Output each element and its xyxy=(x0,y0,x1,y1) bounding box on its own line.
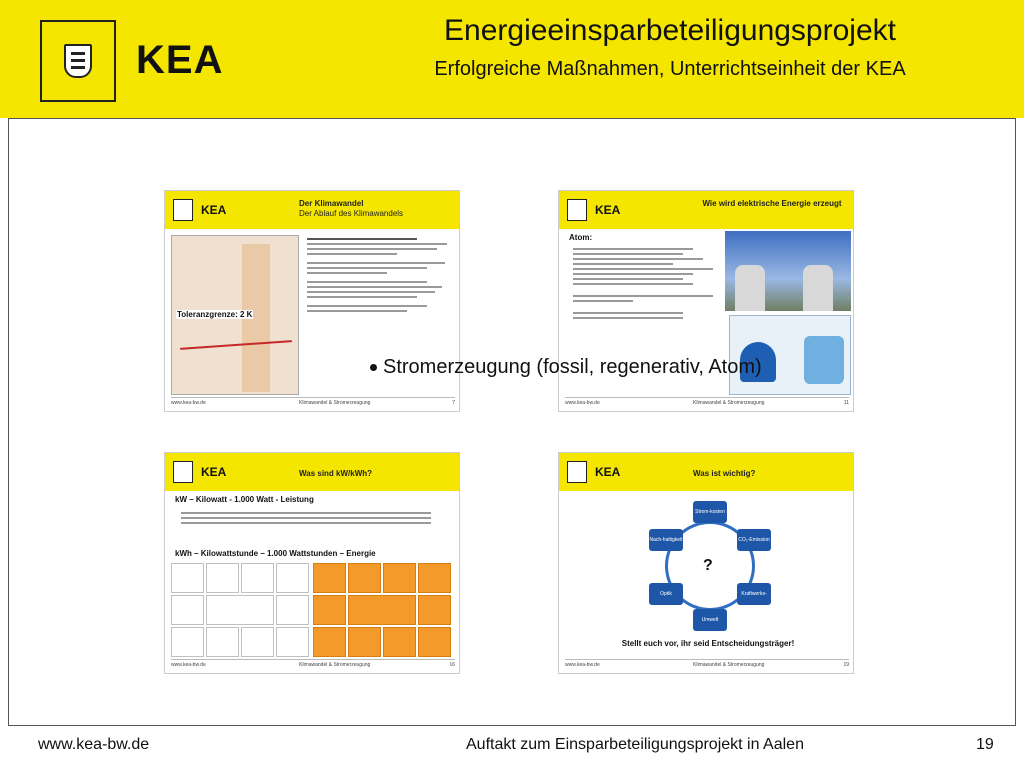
footer-center-text: Auftakt zum Einsparbeteiligungsprojekt in Aalen xyxy=(466,736,804,753)
slide-title: Was sind kW/kWh? xyxy=(299,469,373,478)
question-mark: ? xyxy=(703,557,713,574)
footer-url: www.kea-bw.de xyxy=(38,736,150,753)
slide-logo-text: KEA xyxy=(595,465,621,479)
tolerance-label: Toleranzgrenze: 2 K xyxy=(177,310,253,319)
power-plant-photo xyxy=(725,231,851,311)
slide-title: Wie wird elektrische Energie erzeugt xyxy=(702,199,842,208)
graph-curve xyxy=(180,340,292,350)
slide-title xyxy=(299,199,457,219)
logo-text: KEA xyxy=(136,38,224,82)
overlay-bullet-text: Stromerzeugung (fossil, regenerativ, Atom) xyxy=(383,356,762,378)
slide-bottom-text: Stellt euch vor, ihr seid Entscheidungsträger! xyxy=(621,639,795,648)
coat-of-arms-icon xyxy=(64,44,92,78)
slide-footer: www.kea-bw.de Klimawandel & Stromerzeugung 19 xyxy=(565,659,849,669)
bullet-dot xyxy=(370,364,377,371)
slide-footer: www.kea-bw.de Klimawandel & Stromerzeugung 16 xyxy=(171,659,455,669)
header-bar xyxy=(0,0,1024,118)
slide-title-sub: Der Ablauf des Klimawandels xyxy=(299,209,404,218)
slide-logo-text: KEA xyxy=(201,465,227,479)
slide-title-main: Der Klimawandel xyxy=(299,199,364,208)
slide-thumbnail-kw-kwh[interactable] xyxy=(164,452,460,674)
appliance-grid xyxy=(171,563,455,659)
footer-page-number: 19 xyxy=(976,736,994,753)
cycle-node: CO₂-Emission xyxy=(737,529,771,551)
cycle-node: Umwelt xyxy=(693,609,727,631)
slide-logo-text: KEA xyxy=(201,203,227,217)
slide-title: Was ist wichtig? xyxy=(693,469,756,478)
cycle-node: Strom-kosten xyxy=(693,501,727,523)
page-title: Energieeinsparbeteiligungsprojekt xyxy=(444,14,896,47)
kea-logo-box xyxy=(40,20,116,102)
temperature-graph xyxy=(171,235,299,395)
coat-of-arms-icon xyxy=(567,199,587,221)
kwh-line: kWh – Kilowattstunde – 1.000 Wattstunden – Energie xyxy=(175,549,376,558)
cycle-node: Kraftwerks-kosten xyxy=(737,583,771,605)
slide-thumbnail-was-ist-wichtig[interactable] xyxy=(558,452,854,674)
cycle-node: Nach-haltigkeit xyxy=(649,529,683,551)
slide-logo-text: KEA xyxy=(595,203,621,217)
kw-line: kW – Kilowatt - 1.000 Watt - Leistung xyxy=(175,495,314,504)
slide-text-lines xyxy=(307,235,455,315)
slide-text-lines xyxy=(181,509,451,527)
content-frame xyxy=(8,118,1016,726)
reactor-diagram xyxy=(729,315,851,395)
slide-footer: www.kea-bw.de Klimawandel & Stromerzeugung 7 xyxy=(171,397,455,407)
coat-of-arms-icon xyxy=(567,461,587,483)
slide-heading: Atom: xyxy=(569,233,593,242)
overlay-bullet xyxy=(370,356,762,379)
page-subtitle: Erfolgreiche Maßnahmen, Unterrichtseinheit der KEA xyxy=(434,58,906,80)
coat-of-arms-icon xyxy=(173,461,193,483)
cycle-node: Optik xyxy=(649,583,683,605)
slide-footer: www.kea-bw.de Klimawandel & Stromerzeugung 11 xyxy=(565,397,849,407)
slide-text-lines xyxy=(573,245,719,322)
coat-of-arms-icon xyxy=(173,199,193,221)
